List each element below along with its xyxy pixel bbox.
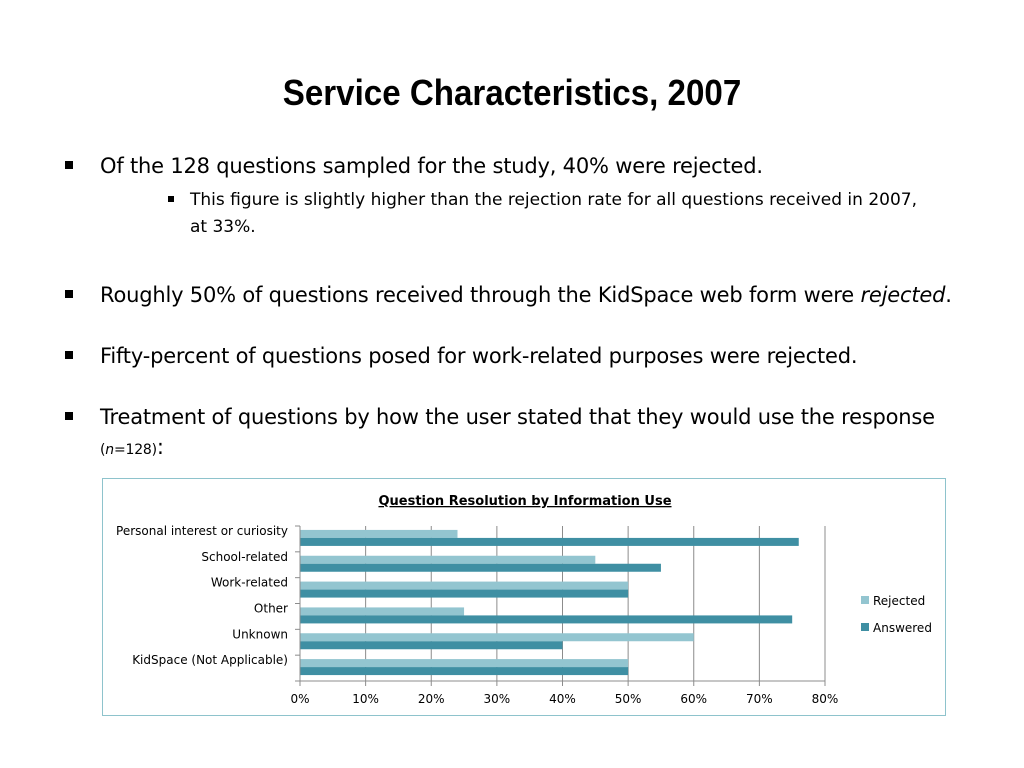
bullet-4-text: Treatment of questions by how the user stated that they would use the response: [100, 405, 935, 429]
slide-title: Service Characteristics, 2007: [282, 72, 742, 113]
legend-swatch-rejected: [861, 596, 869, 604]
chart-title: Question Resolution by Information Use: [378, 494, 672, 509]
sub-bullet-marker: [168, 196, 174, 202]
bar-rejected: [300, 633, 694, 641]
bar-answered: [300, 564, 661, 572]
sub-bullet-1: [190, 187, 930, 241]
bullet-2: [100, 280, 1000, 310]
bullet-2-end: .: [945, 283, 952, 307]
bullet-2-italic: rejected: [860, 283, 946, 307]
bar-rejected: [300, 582, 628, 590]
bullet-2-text: Roughly 50% of questions received through the KidSpace web form were: [100, 283, 861, 307]
sub-bullet-1-text: This figure is slightly higher than the rejection rate for all questions received in 2007, at 33%.: [190, 190, 917, 237]
bar-answered: [300, 538, 799, 546]
x-tick-label: 70%: [746, 692, 773, 706]
axes: [116, 524, 838, 706]
chart-frame: [102, 478, 946, 716]
bullet-marker: [65, 290, 73, 298]
y-tick-label: Personal interest or curiosity: [116, 523, 288, 538]
bullet-4-colon: :: [156, 435, 164, 459]
bars: [300, 530, 799, 675]
x-tick-label: 0%: [290, 692, 310, 706]
bullet-marker: [65, 161, 73, 169]
x-tick-label: 40%: [549, 692, 576, 706]
bullet-3: [100, 341, 980, 371]
legend-swatch-answered: [861, 623, 869, 631]
bar-answered: [300, 641, 563, 649]
x-tick-label: 60%: [680, 692, 708, 706]
bullet-4: [100, 402, 980, 465]
bar-answered: [300, 590, 628, 598]
bullet-3-text: Fifty-percent of questions posed for work-related purposes were rejected.: [100, 344, 858, 368]
gridlines: [366, 526, 825, 681]
legend-label-answered: Answered: [873, 621, 932, 635]
x-tick-label: 30%: [483, 692, 511, 706]
x-tick-label: 10%: [352, 692, 379, 706]
y-tick-label: Other: [253, 601, 288, 616]
bullet-marker: [65, 412, 73, 420]
bullet-4-note: (n=128): [100, 442, 157, 458]
bullet-1: [100, 151, 980, 181]
legend-label-rejected: Rejected: [873, 594, 926, 608]
y-tick-label: Unknown: [232, 627, 288, 642]
bar-rejected: [300, 607, 464, 615]
bar-rejected: [300, 556, 595, 564]
bar-chart: [103, 479, 945, 715]
x-tick-label: 20%: [417, 692, 445, 706]
bullet-1-text: Of the 128 questions sampled for the study, 40% were rejected.: [100, 154, 763, 178]
bullet-marker: [65, 351, 73, 359]
legend: [861, 594, 932, 635]
y-tick-label: KidSpace (Not Applicable): [132, 653, 288, 668]
y-tick-label: School-related: [201, 549, 288, 564]
y-tick-label: Work-related: [210, 575, 288, 590]
bar-answered: [300, 615, 792, 623]
bar-answered: [300, 667, 628, 675]
bar-rejected: [300, 659, 628, 667]
x-tick-label: 80%: [811, 692, 839, 706]
bar-rejected: [300, 530, 458, 538]
x-tick-label: 50%: [614, 692, 642, 706]
